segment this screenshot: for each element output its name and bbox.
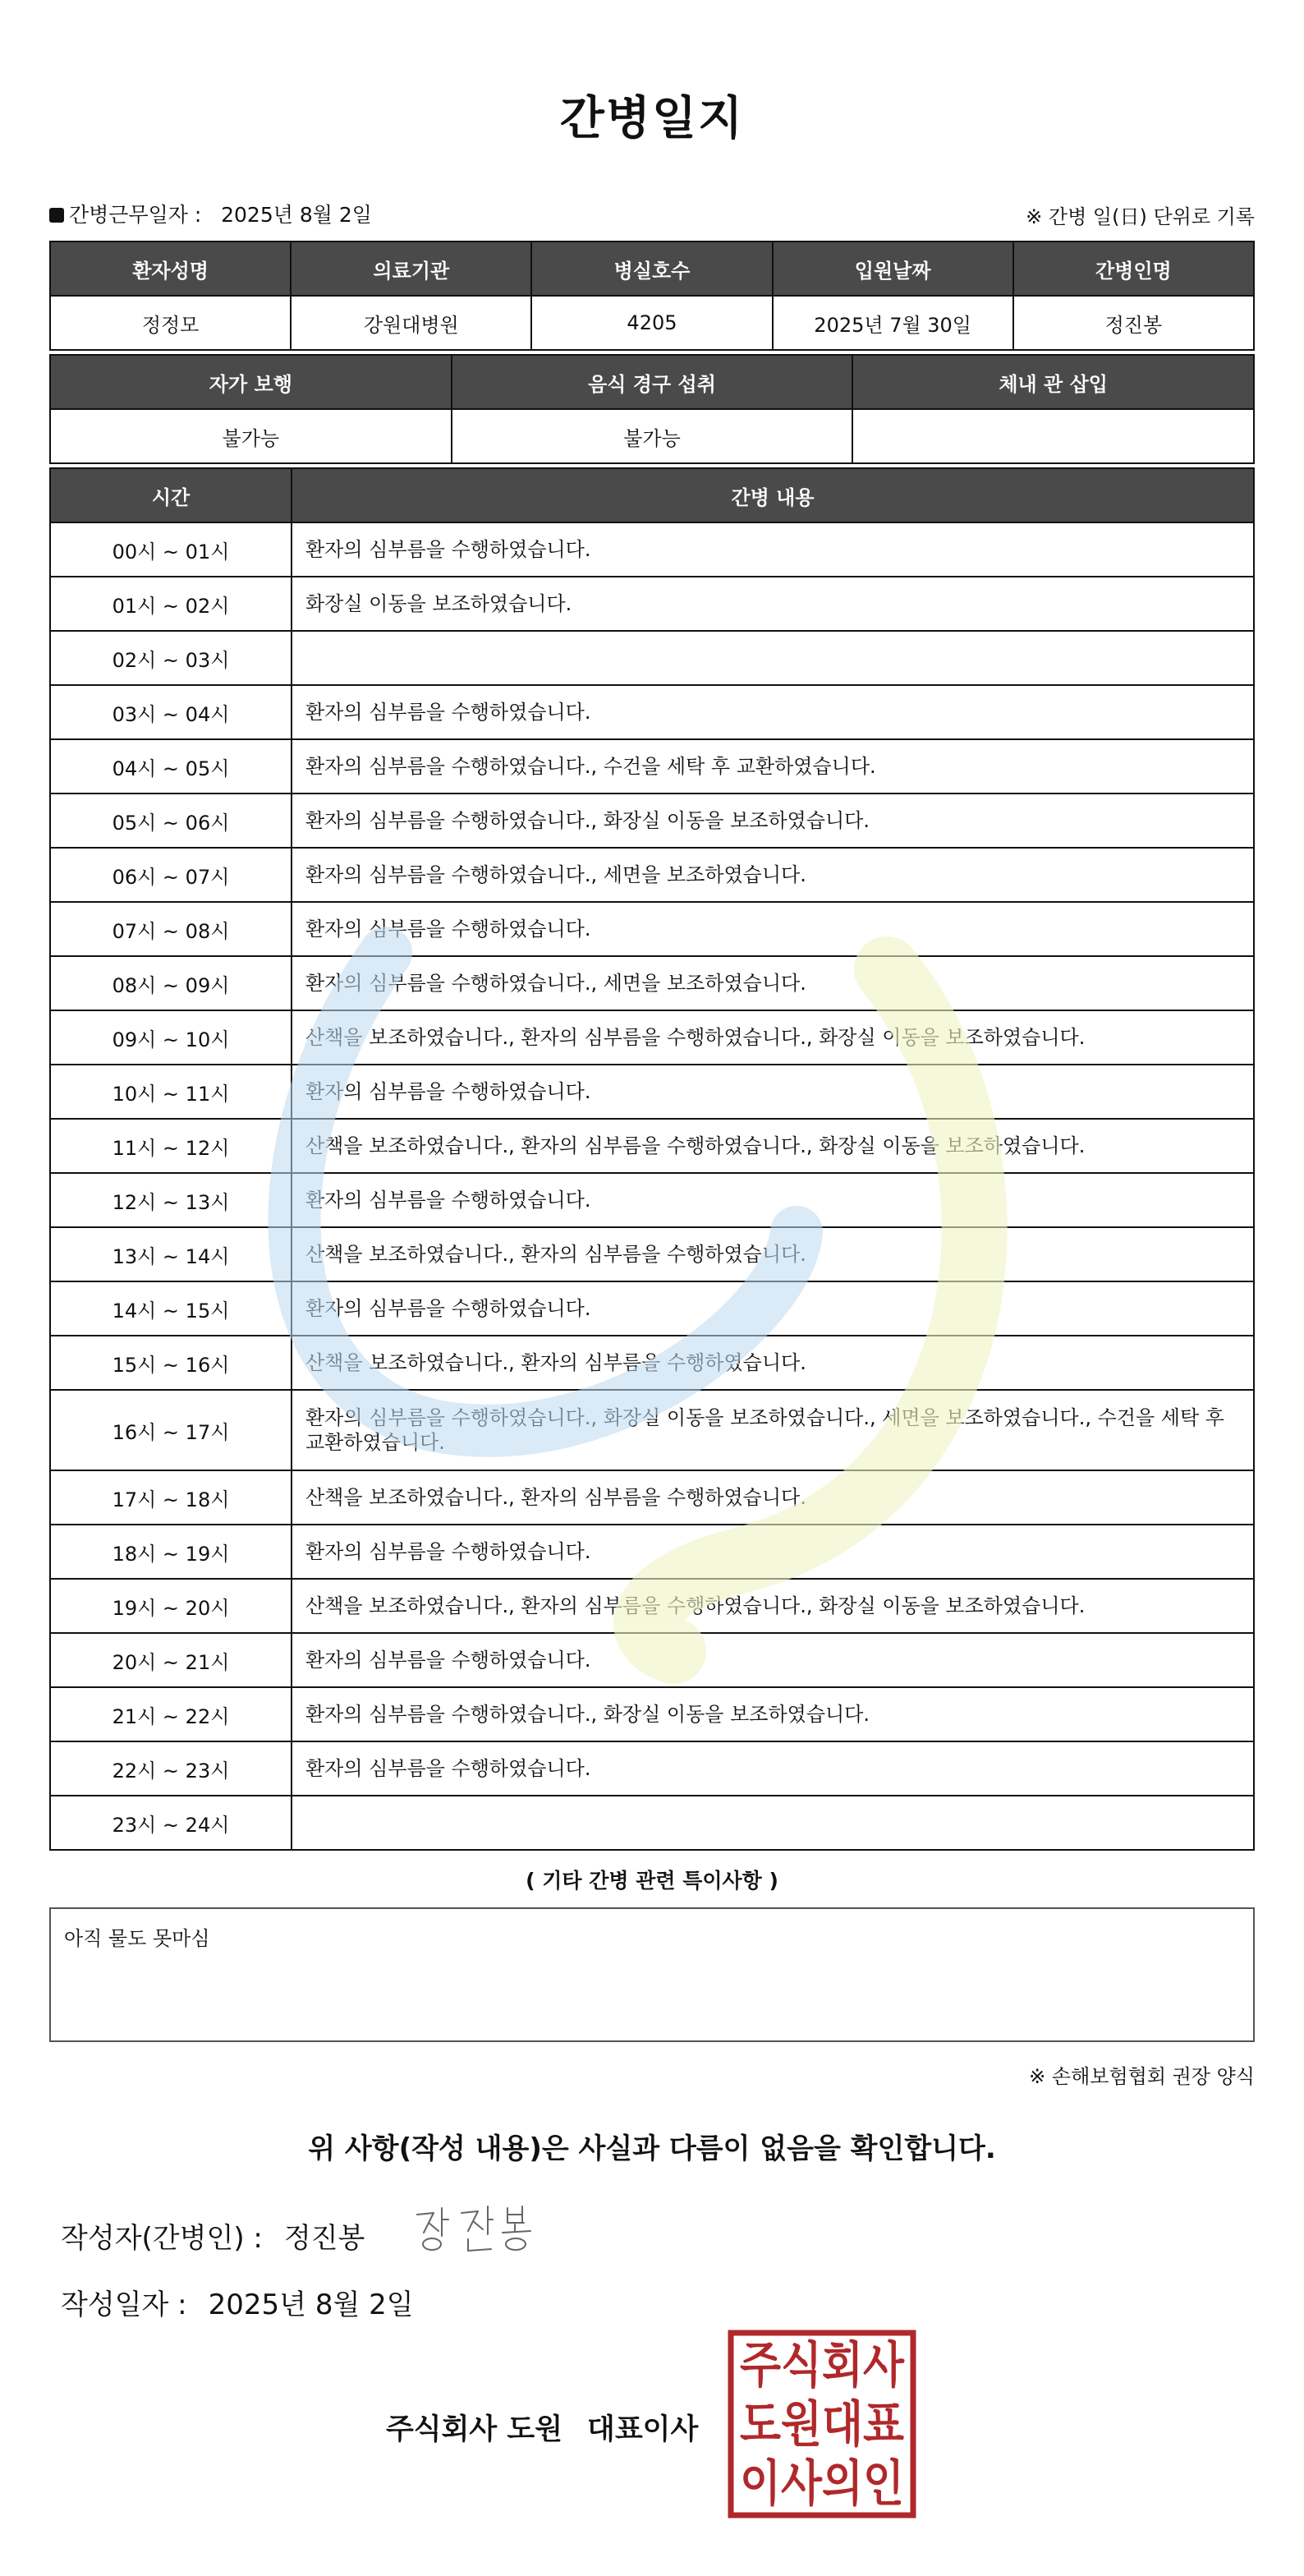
seal-text-row: 주식회사 (740, 2337, 905, 2394)
table-row (50, 1281, 1254, 1336)
log-time: 03시 ~ 04시 (50, 685, 292, 739)
caregiver-name: 정진봉 (1013, 296, 1254, 350)
log-time: 01시 ~ 02시 (50, 577, 292, 631)
table-row (50, 685, 1254, 739)
table-row (50, 1173, 1254, 1227)
table-row (50, 1065, 1254, 1119)
table-row (50, 1687, 1254, 1741)
log-content: 산책을 보조하였습니다., 환자의 심부름을 수행하였습니다. (292, 1470, 1254, 1525)
log-content: 환자의 심부름을 수행하였습니다. (292, 1281, 1254, 1336)
oral-intake-value: 불가능 (452, 409, 853, 463)
log-content: 화장실 이동을 보조하였습니다. (292, 577, 1254, 631)
log-time: 06시 ~ 07시 (50, 848, 292, 902)
seal-text-row: 도원대표 (740, 2396, 905, 2454)
document-title: 간병일지 (559, 92, 745, 145)
log-content: 산책을 보조하였습니다., 환자의 심부름을 수행하였습니다., 화장실 이동을 보조하였습니다. (292, 1579, 1254, 1633)
log-time: 09시 ~ 10시 (50, 1010, 292, 1065)
table-row (50, 631, 1254, 685)
table-row (50, 848, 1254, 902)
care-log-table (49, 467, 1255, 1851)
log-content: 환자의 심부름을 수행하였습니다. (292, 522, 1254, 577)
log-content (292, 1796, 1254, 1850)
bullet-square-icon (49, 208, 64, 223)
log-time: 02시 ~ 03시 (50, 631, 292, 685)
header-tube-insertion: 체내 관 삽입 (852, 355, 1254, 409)
log-time: 07시 ~ 08시 (50, 902, 292, 956)
table-row (50, 902, 1254, 956)
tube-insertion-value (852, 409, 1254, 463)
self-walking-value: 불가능 (50, 409, 452, 463)
log-content: 환자의 심부름을 수행하였습니다. (292, 1525, 1254, 1579)
log-content: 환자의 심부름을 수행하였습니다. (292, 1065, 1254, 1119)
company-role: 대표이사 (587, 2413, 699, 2446)
writer-name: 정진봉 (283, 2222, 365, 2255)
table-row (50, 1390, 1254, 1470)
table-row (50, 739, 1254, 794)
writer-line (61, 2215, 365, 2256)
table-row (50, 956, 1254, 1010)
log-time: 13시 ~ 14시 (50, 1227, 292, 1281)
header-admission-date: 입원날짜 (773, 242, 1013, 296)
table-row (50, 1525, 1254, 1579)
table-row (50, 1010, 1254, 1065)
log-content: 환자의 심부름을 수행하였습니다., 화장실 이동을 보조하였습니다., 세면을 보조하였습니다., 수건을 세탁 후 교환하였습니다. (292, 1390, 1254, 1470)
log-time: 20시 ~ 21시 (50, 1633, 292, 1687)
work-date-label: 간병근무일자 : (69, 203, 202, 227)
header-oral-intake: 음식 경구 섭취 (452, 355, 853, 409)
care-log-header-row (50, 468, 1254, 522)
table-row (50, 1796, 1254, 1850)
table-row (50, 1119, 1254, 1173)
log-content (292, 631, 1254, 685)
log-content: 산책을 보조하였습니다., 환자의 심부름을 수행하였습니다. (292, 1227, 1254, 1281)
log-time: 12시 ~ 13시 (50, 1173, 292, 1227)
company-line (386, 2407, 698, 2448)
written-date-value: 2025년 8월 2일 (208, 2288, 414, 2321)
log-time: 15시 ~ 16시 (50, 1336, 292, 1390)
table-row (50, 522, 1254, 577)
log-time: 11시 ~ 12시 (50, 1119, 292, 1173)
log-time: 19시 ~ 20시 (50, 1579, 292, 1633)
patient-status-header-row (50, 355, 1254, 409)
patient-status-value-row (50, 409, 1254, 463)
log-time: 17시 ~ 18시 (50, 1470, 292, 1525)
confirmation-statement: 위 사항(작성 내용)은 사실과 다름이 없음을 확인합니다. (308, 2132, 996, 2165)
table-row (50, 1633, 1254, 1687)
table-row (50, 794, 1254, 848)
table-row (50, 1741, 1254, 1796)
patient-info-header-row (50, 242, 1254, 296)
log-content: 환자의 심부름을 수행하였습니다. (292, 685, 1254, 739)
written-date-label: 작성일자 : (61, 2288, 187, 2321)
room-number: 4205 (531, 296, 772, 350)
admission-date: 2025년 7월 30일 (773, 296, 1013, 350)
company-seal-stamp (728, 2330, 916, 2518)
patient-info-value-row (50, 296, 1254, 350)
work-date-line (49, 199, 372, 228)
patient-status-table (49, 354, 1255, 464)
seal-text-row: 이사의인 (740, 2455, 904, 2513)
log-time: 14시 ~ 15시 (50, 1281, 292, 1336)
header-caregiver-name: 간병인명 (1013, 242, 1254, 296)
table-row (50, 1336, 1254, 1390)
patient-info-table (49, 241, 1255, 351)
written-date-line (61, 2282, 414, 2322)
form-source-note: ※ 손해보험협회 권장 양식 (1029, 2065, 1255, 2088)
handwritten-signature (411, 2201, 542, 2259)
hospital-name: 강원대병원 (291, 296, 531, 350)
log-content: 환자의 심부름을 수행하였습니다. (292, 1741, 1254, 1796)
log-content: 환자의 심부름을 수행하였습니다., 세면을 보조하였습니다. (292, 956, 1254, 1010)
table-row (50, 1227, 1254, 1281)
log-content: 산책을 보조하였습니다., 환자의 심부름을 수행하였습니다., 화장실 이동을 보조하였습니다. (292, 1010, 1254, 1065)
patient-name: 정정모 (50, 296, 291, 350)
log-time: 16시 ~ 17시 (50, 1390, 292, 1470)
record-unit-note: ※ 간병 일(日) 단위로 기록 (1026, 205, 1255, 228)
log-content: 환자의 심부름을 수행하였습니다. (292, 1633, 1254, 1687)
table-row (50, 1579, 1254, 1633)
log-time: 10시 ~ 11시 (50, 1065, 292, 1119)
log-content: 환자의 심부름을 수행하였습니다., 수건을 세탁 후 교환하였습니다. (292, 739, 1254, 794)
header-self-walking: 자가 보행 (50, 355, 452, 409)
special-notes-box: 아직 물도 못마심 (49, 1907, 1255, 2042)
table-row (50, 1470, 1254, 1525)
log-time: 18시 ~ 19시 (50, 1525, 292, 1579)
writer-label: 작성자(간병인) : (61, 2222, 263, 2255)
header-patient-name: 환자성명 (50, 242, 291, 296)
special-notes-title: ( 기타 간병 관련 특이사항 ) (526, 1869, 778, 1893)
header-time: 시간 (50, 468, 292, 522)
company-name: 주식회사 도원 (386, 2413, 563, 2446)
log-time: 21시 ~ 22시 (50, 1687, 292, 1741)
log-time: 23시 ~ 24시 (50, 1796, 292, 1850)
header-care-content: 간병 내용 (292, 468, 1254, 522)
work-date-value: 2025년 8월 2일 (221, 203, 372, 227)
header-room-number: 병실호수 (531, 242, 772, 296)
log-time: 00시 ~ 01시 (50, 522, 292, 577)
log-time: 05시 ~ 06시 (50, 794, 292, 848)
log-content: 환자의 심부름을 수행하였습니다. (292, 1173, 1254, 1227)
log-content: 산책을 보조하였습니다., 환자의 심부름을 수행하였습니다., 화장실 이동을 보조하였습니다. (292, 1119, 1254, 1173)
log-time: 22시 ~ 23시 (50, 1741, 292, 1796)
log-content: 환자의 심부름을 수행하였습니다., 화장실 이동을 보조하였습니다. (292, 1687, 1254, 1741)
log-content: 환자의 심부름을 수행하였습니다., 화장실 이동을 보조하였습니다. (292, 794, 1254, 848)
header-hospital: 의료기관 (291, 242, 531, 296)
table-row (50, 577, 1254, 631)
log-time: 08시 ~ 09시 (50, 956, 292, 1010)
log-time: 04시 ~ 05시 (50, 739, 292, 794)
log-content: 환자의 심부름을 수행하였습니다., 세면을 보조하였습니다. (292, 848, 1254, 902)
log-content: 환자의 심부름을 수행하였습니다. (292, 902, 1254, 956)
log-content: 산책을 보조하였습니다., 환자의 심부름을 수행하였습니다. (292, 1336, 1254, 1390)
